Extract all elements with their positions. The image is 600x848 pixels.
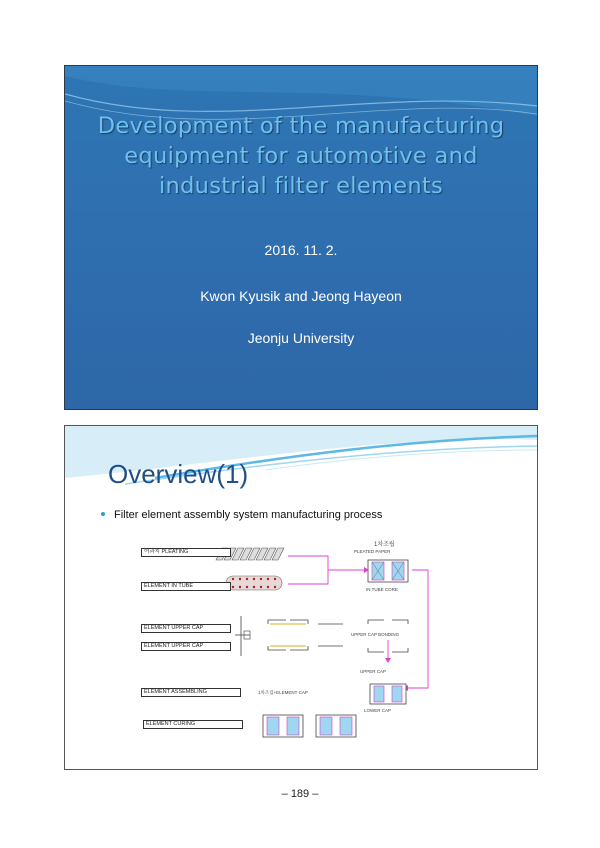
step-label-pleating: 여과지 PLEATING (141, 548, 231, 557)
annotation-tube-core: IN TUBE CORE (366, 587, 398, 592)
presentation-date: 2016. 11. 2. (264, 242, 338, 258)
step-label-curing: ELEMENT CURING (143, 720, 243, 729)
annotation-assembly-cap: 1차조립+ELEMENT CAP (258, 690, 308, 695)
filter-block-figure (368, 560, 408, 582)
adhesive-lines (270, 624, 306, 646)
slide-title (85, 111, 517, 201)
annotation-pleated-paper: PLEATED PAPER (354, 549, 391, 554)
element-in-tube-figure (226, 576, 282, 590)
step-label-element-in-tube: ELEMENT IN TUBE (141, 582, 231, 591)
affiliation: Jeonju University (247, 330, 355, 346)
title-slide (64, 65, 538, 410)
annotation-lower-cap: LOWER CAP (364, 708, 392, 713)
author-names: Kwon Kyusik and Jeong Hayeon (200, 288, 402, 304)
annotation-cap-bonding: UPPER CAP BONDING (351, 632, 400, 637)
title-line-1: Development of the manufacturing (97, 113, 505, 139)
title-line-2: equipment for automotive and (124, 143, 478, 169)
overview-slide (64, 425, 538, 770)
annotation-first-assembly: 1차조립 (374, 542, 395, 548)
step-label-upper-cap: ELEMENT UPPER CAP (141, 624, 231, 633)
process-diagram (138, 538, 443, 742)
slide-title: Overview(1) (108, 459, 249, 489)
title-line-3: industrial filter elements (158, 173, 444, 199)
process-diagram-graphics (138, 538, 443, 742)
page-number: – 189 – (281, 788, 319, 800)
step-label-assembling: ELEMENT ASSEMBLING (141, 688, 241, 697)
curing-elements-figure (263, 715, 356, 737)
annotation-upper-cap: UPPER CAP (360, 669, 387, 674)
bullet-item (101, 509, 382, 521)
bullet-icon (101, 512, 105, 516)
assembled-element-figure (370, 684, 406, 704)
bullet-text: Filter element assembly system manufacturing process (114, 509, 383, 521)
step-label-upper-cap-2: ELEMENT UPPER CAP (141, 642, 231, 651)
